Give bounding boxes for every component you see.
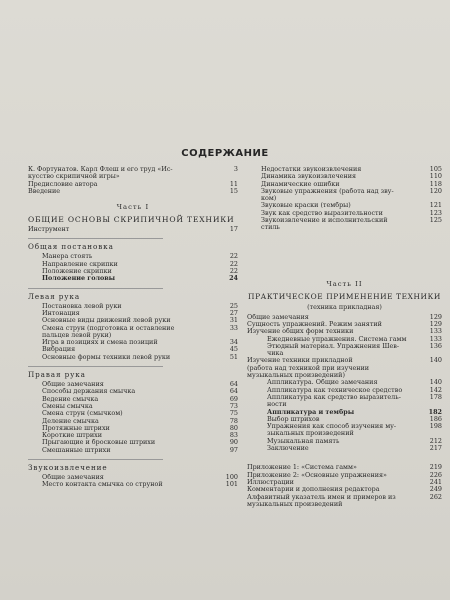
contents-entry — [247, 423, 442, 438]
section-heading-sound: Звукоизвлечение — [28, 459, 163, 472]
entry-page-number: 97 — [229, 445, 238, 454]
entry-title: Звукоизвлечение и исполнительский стиль — [261, 217, 388, 232]
contents-entry — [28, 268, 238, 275]
entry-page-number: 64 — [229, 387, 238, 396]
part2-title: ПРАКТИЧЕСКОЕ ПРИМЕНЕНИЕ ТЕХНИКИ — [248, 291, 441, 301]
entry-page-number: 182 — [428, 407, 442, 416]
contents-entry — [28, 474, 238, 481]
entry-title: Ежедневные упражнения. Система гамм — [267, 335, 407, 343]
entry-title: Смена струн (подготовка и оставление пальцев левой руки) — [42, 324, 175, 339]
entry-page-number: 129 — [429, 312, 442, 321]
entry-page-number: 22 — [229, 252, 238, 261]
entry-title: Инструмент — [28, 226, 70, 234]
entry-title: Короткие штрихи — [42, 432, 103, 440]
contents-entry — [247, 217, 442, 232]
contents-entry — [247, 464, 442, 471]
contents-entry — [28, 396, 238, 403]
entry-title: Введение — [28, 187, 61, 195]
entry-title: Звук как средство выразительности — [261, 209, 383, 217]
contents-entry — [28, 346, 238, 353]
entry-title: Звуковые краски (тембры) — [261, 202, 351, 210]
entry-title: Смешанные штрихи — [42, 446, 111, 454]
entry-title: Направление скрипки — [42, 260, 118, 268]
part2-note: (техника прикладная) — [307, 302, 382, 311]
entry-title: Алфавитный указатель имен и примеров из музыкальных произведений — [247, 493, 396, 508]
entry-page-number: 22 — [229, 267, 238, 276]
entry-title: Общие замечания — [42, 474, 104, 482]
contents-entry — [28, 403, 238, 410]
entry-page-number: 142 — [429, 385, 442, 394]
entry-title: Выбор штрихов — [267, 415, 320, 423]
entry-page-number: 262 — [429, 492, 442, 501]
entry-page-number: 133 — [429, 334, 442, 343]
contents-entry — [28, 439, 238, 446]
contents-entry — [247, 343, 442, 358]
contents-entry — [28, 432, 238, 439]
part1-label: Часть I — [116, 203, 150, 212]
entry-title: Аппликатура как техническое средство — [267, 386, 403, 394]
contents-entry — [28, 317, 238, 324]
contents-entry — [28, 303, 238, 310]
entry-page-number: 3 — [233, 165, 238, 173]
entry-page-number: 15 — [229, 186, 238, 195]
entry-page-number: 17 — [229, 225, 238, 234]
entry-page-number: 27 — [229, 308, 238, 317]
entry-title: Протяжные штрихи — [42, 424, 110, 432]
entry-page-number: 249 — [429, 485, 442, 494]
entry-title: Приложение 2: «Основные упражнения» — [247, 471, 387, 479]
contents-entry — [247, 438, 442, 445]
entry-page-number: 186 — [429, 414, 442, 423]
contents-entry — [247, 202, 442, 209]
entry-title: Способы держания смычка — [42, 388, 136, 396]
contents-entry — [28, 388, 238, 395]
entry-title: Ведение смычка — [42, 395, 99, 403]
entry-page-number: 241 — [429, 477, 442, 486]
entry-title: Иллюстрации — [247, 478, 294, 486]
entry-page-number: 64 — [229, 380, 238, 389]
entry-page-number: 198 — [429, 422, 442, 431]
entry-page-number: 11 — [229, 179, 238, 188]
entry-title: Общие замечания — [42, 381, 104, 389]
entry-title: Манера стоять — [42, 253, 93, 261]
entry-page-number: 100 — [225, 473, 238, 482]
contents-entry — [247, 321, 442, 328]
contents-entry — [247, 188, 442, 203]
entry-title: Общие замечания — [247, 313, 309, 321]
contents-entry — [28, 253, 238, 260]
entry-page-number: 110 — [429, 172, 442, 181]
contents-entry — [247, 445, 442, 452]
contents-entry — [247, 379, 442, 386]
contents-entry — [247, 328, 442, 335]
contents-entry — [247, 409, 442, 416]
contents-entry — [247, 416, 442, 423]
contents-entry — [28, 188, 238, 195]
entry-title: Изучение техники прикладной (работа над техникой при изучении музыкальных произведений) — [247, 357, 370, 380]
entry-title: Заключение — [267, 445, 309, 453]
section-heading-right-hand: Правая рука — [28, 366, 163, 379]
contents-entry — [28, 339, 238, 346]
entry-page-number: 125 — [429, 216, 442, 225]
entry-page-number: 22 — [229, 259, 238, 268]
entry-page-number: 178 — [429, 392, 442, 401]
contents-entry — [247, 166, 442, 173]
entry-title: Упражнения как способ изучения му- зыкальных произведений — [267, 423, 397, 438]
entry-title: Интонация — [42, 309, 80, 317]
contents-entry — [28, 275, 238, 282]
contents-entry — [247, 210, 442, 217]
entry-title: Постановка левой руки — [42, 302, 122, 310]
entry-page-number: 105 — [429, 165, 442, 173]
contents-entry — [247, 173, 442, 180]
contents-entry — [28, 381, 238, 388]
entry-title: Динамические ошибки — [261, 180, 340, 188]
entry-title: Положение головы — [42, 275, 116, 283]
entry-title: Смена струн (смычком) — [42, 410, 123, 418]
contents-entry — [247, 479, 442, 486]
contents-entry — [28, 354, 238, 361]
entry-page-number: 25 — [229, 301, 238, 310]
entry-page-number: 219 — [429, 463, 442, 472]
entry-title: Предисловие автора — [28, 180, 98, 188]
entry-page-number: 133 — [429, 327, 442, 336]
entry-title: Комментарии и дополнения редактора — [247, 486, 380, 494]
contents-entry — [247, 314, 442, 321]
entry-page-number: 51 — [229, 352, 238, 361]
entry-title: Изучение общих форм техники — [247, 328, 354, 336]
contents-entry — [28, 261, 238, 268]
contents-entry — [247, 387, 442, 394]
contents-entry — [247, 181, 442, 188]
entry-page-number: 140 — [429, 378, 442, 387]
contents-entry — [28, 310, 238, 317]
entry-title: К. Фортунатов. Карл Флеш и его труд «Ис- кусство скрипичной игры» — [28, 166, 173, 181]
entry-title: Положение скрипки — [42, 268, 112, 276]
contents-entry — [28, 481, 238, 488]
entry-page-number: 24 — [229, 274, 238, 283]
entry-title: Аппликатура и тембры — [267, 408, 355, 416]
contents-entry — [247, 357, 442, 379]
entry-title: Аппликатура как средство выразитель- ности — [267, 393, 401, 409]
entry-page-number: 34 — [229, 338, 238, 347]
contents-entry — [28, 181, 238, 188]
entry-page-number: 120 — [429, 186, 442, 195]
entry-page-number: 140 — [429, 356, 442, 365]
entry-title: Прыгающие и бросковые штрихи — [42, 439, 156, 447]
entry-page-number: 101 — [225, 480, 238, 489]
entry-title: Вибрация — [42, 346, 76, 354]
section-heading-general: Общая постановка — [28, 238, 163, 251]
contents-entry — [28, 447, 238, 454]
entry-title: Недостатки звукоизвлечения — [261, 166, 362, 173]
contents-entry — [28, 166, 238, 181]
contents-entry — [28, 226, 238, 233]
contents-entry — [28, 425, 238, 432]
contents-entry — [247, 394, 442, 409]
contents-entry — [28, 325, 238, 340]
entry-page-number: 75 — [229, 409, 238, 418]
entry-title: Этюдный материал. Упражнения Шев- чика — [267, 342, 400, 358]
entry-page-number: 83 — [229, 431, 238, 440]
contents-left-column — [28, 166, 238, 489]
entry-page-number: 217 — [429, 444, 442, 453]
entry-title: Звуковые упражнения (работа над зву- ком) — [261, 187, 394, 203]
contents-right-column — [247, 166, 442, 508]
entry-page-number: 90 — [229, 438, 238, 447]
entry-title: Основные виды движений левой руки — [42, 317, 171, 325]
entry-title: Музыкальная память — [267, 437, 340, 445]
entry-title: Динамика звукоизвлечения — [261, 173, 357, 181]
entry-page-number: 73 — [229, 401, 238, 410]
entry-page-number: 136 — [429, 341, 442, 350]
entry-page-number: 118 — [429, 179, 442, 188]
contents-entry — [247, 472, 442, 479]
entry-title: Сущность упражнений. Режим занятий — [247, 320, 382, 328]
contents-entry — [28, 418, 238, 425]
entry-title: Основные формы техники левой руки — [42, 353, 171, 361]
entry-title: Смены смычка — [42, 402, 93, 410]
entry-page-number: 226 — [429, 470, 442, 479]
entry-title: Место контакта смычка со струной — [42, 481, 163, 489]
contents-entry — [247, 486, 442, 493]
entry-page-number: 31 — [229, 316, 238, 325]
contents-entry — [247, 494, 442, 509]
entry-page-number: 69 — [229, 394, 238, 403]
part1-title: ОБЩИЕ ОСНОВЫ СКРИПИЧНОЙ ТЕХНИКИ — [28, 215, 235, 225]
entry-page-number: 33 — [229, 323, 238, 332]
contents-entry — [247, 336, 442, 343]
entry-title: Аппликатура. Общие замечания — [267, 379, 378, 387]
contents-entry — [28, 410, 238, 417]
entry-title: Игра в позициях и смена позиций — [42, 339, 158, 347]
entry-page-number: 129 — [429, 319, 442, 328]
entry-page-number: 123 — [429, 208, 442, 217]
entry-title: Приложение 1: «Система гамм» — [247, 464, 357, 472]
entry-page-number: 80 — [229, 423, 238, 432]
section-heading-left-hand: Левая рука — [28, 288, 163, 301]
entry-page-number: 212 — [429, 436, 442, 445]
entry-page-number: 121 — [429, 201, 442, 210]
entry-page-number: 78 — [229, 416, 238, 425]
part2-label: Часть II — [326, 279, 363, 288]
entry-title: Деление смычка — [42, 417, 99, 425]
contents-heading: СОДЕРЖАНИЕ — [181, 148, 269, 159]
entry-page-number: 45 — [229, 345, 238, 354]
